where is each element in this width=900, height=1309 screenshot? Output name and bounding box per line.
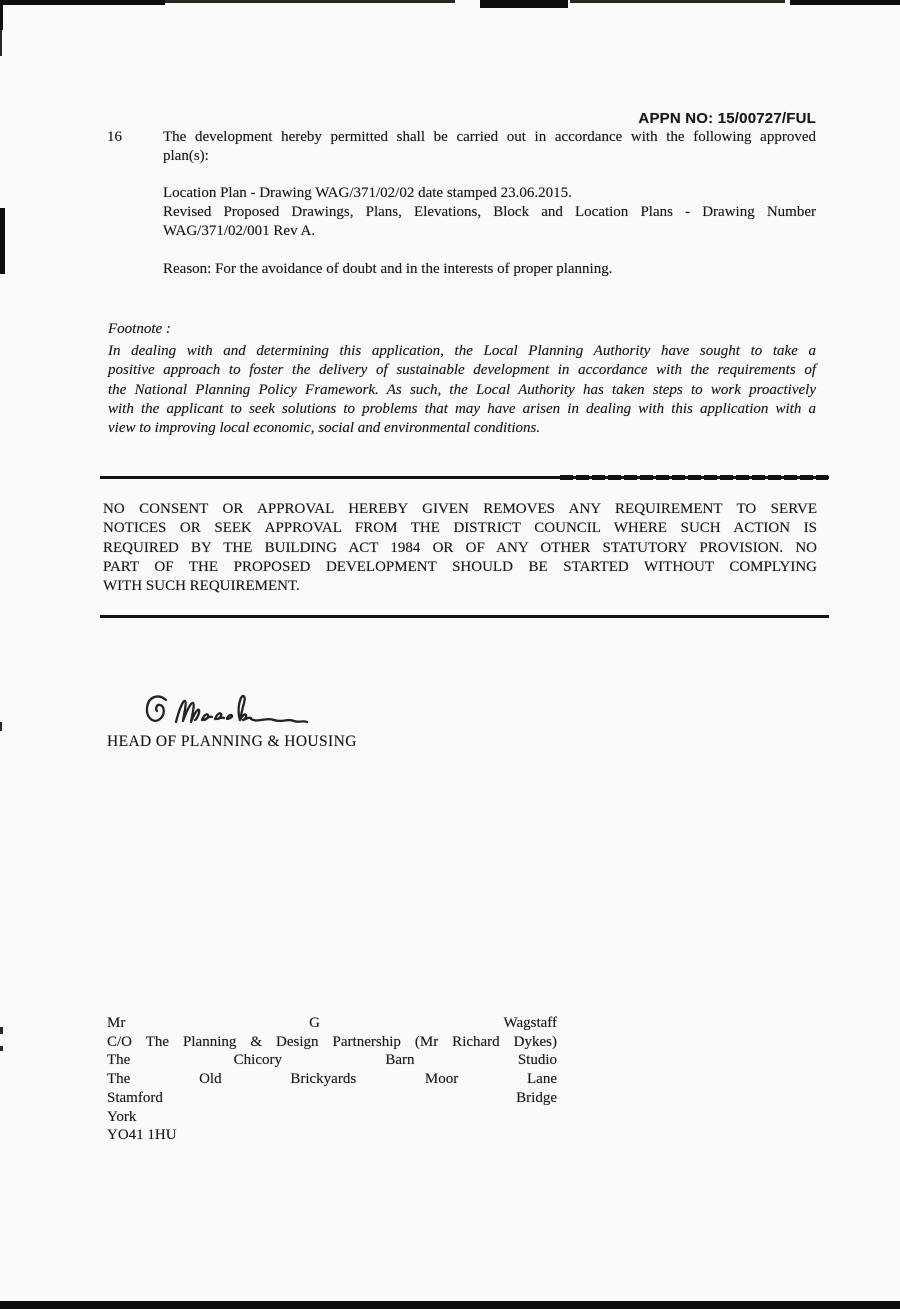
condition-reason: Reason: For the avoidance of doubt and in the interests of proper planning. <box>163 261 613 277</box>
text-line: NOTICES OR SEEK APPROVAL FROM THE DISTRICT COUNCIL WHERE SUCH ACTION IS <box>103 520 817 537</box>
text-line: view to improving local economic, social and environmental conditions. <box>108 420 541 437</box>
horizontal-rule <box>100 615 829 618</box>
scan-artifact-bottom-bar <box>0 1301 900 1309</box>
signature-scrawl <box>136 686 316 734</box>
signatory-title: HEAD OF PLANNING & HOUSING <box>107 733 357 750</box>
handwritten-signature-icon <box>136 686 316 734</box>
text-line: York <box>107 1108 137 1125</box>
text-line: with the applicant to seek solutions to problems that may have arisen in dealing with this application with a <box>108 400 816 417</box>
plan-reference-line <box>163 184 816 203</box>
text-line: In dealing with and determining this application, the Local Planning Authority have sought to take a <box>108 343 816 359</box>
condition-number: 16 <box>107 129 122 145</box>
footnote-paragraph <box>108 342 816 438</box>
text-line: YO41 1HU <box>107 1127 177 1144</box>
text-line: C/O The Planning & Design Partnership (Mr Richard Dykes) <box>107 1033 557 1050</box>
horizontal-rule-dashes <box>560 475 828 480</box>
scan-artifact-speck <box>0 722 2 731</box>
text-line: Revised Proposed Drawings, Plans, Elevations, Block and Location Plans - Drawing Number <box>163 204 816 220</box>
scan-artifact-top-blob <box>480 0 568 8</box>
text-line: plan(s): <box>163 148 209 164</box>
scan-artifact-left-blob <box>0 208 5 274</box>
footnote-label: Footnote : <box>108 321 171 337</box>
application-number: APPN NO: 15/00727/FUL <box>638 110 816 127</box>
scan-artifact-left-line <box>0 30 2 56</box>
text-line: WITH SUCH REQUIREMENT. <box>103 578 300 595</box>
text-line: The Old Brickyards Moor Lane <box>107 1071 557 1088</box>
scan-artifact-speck <box>0 1027 3 1034</box>
text-line: The Chicory Barn Studio <box>107 1052 557 1069</box>
condition-text <box>163 128 816 166</box>
scan-artifact-left-line <box>0 0 3 30</box>
scan-artifact-top-bar <box>0 0 165 5</box>
text-line: REQUIRED BY THE BUILDING ACT 1984 OR OF ANY OTHER STATUTORY PROVISION. NO <box>103 539 817 556</box>
scan-artifact-speck <box>0 1046 3 1051</box>
recipient-address <box>107 1014 557 1145</box>
plan-reference-lines <box>163 203 816 241</box>
text-line: positive approach to foster the delivery of sustainable development in accordance with the requirements of <box>108 362 816 379</box>
text-line: Mr G Wagstaff <box>107 1015 557 1031</box>
text-line: Location Plan - Drawing WAG/371/02/02 date stamped 23.06.2015. <box>163 185 572 201</box>
scan-artifact-top-bar <box>165 0 455 3</box>
statutory-notice <box>103 500 817 596</box>
text-line: The development hereby permitted shall be carried out in accordance with the following approved <box>163 129 816 145</box>
text-line: Stamford Bridge <box>107 1089 557 1106</box>
scan-artifact-top-bar <box>570 0 785 3</box>
text-line: NO CONSENT OR APPROVAL HEREBY GIVEN REMOVES ANY REQUIREMENT TO SERVE <box>103 501 817 517</box>
text-line: the National Planning Policy Framework. As such, the Local Authority has taken steps to work proactively <box>108 381 816 398</box>
text-line: WAG/371/02/001 Rev A. <box>163 223 316 239</box>
scan-artifact-top-bar <box>790 0 900 5</box>
text-line: PART OF THE PROPOSED DEVELOPMENT SHOULD BE STARTED WITHOUT COMPLYING <box>103 558 817 575</box>
